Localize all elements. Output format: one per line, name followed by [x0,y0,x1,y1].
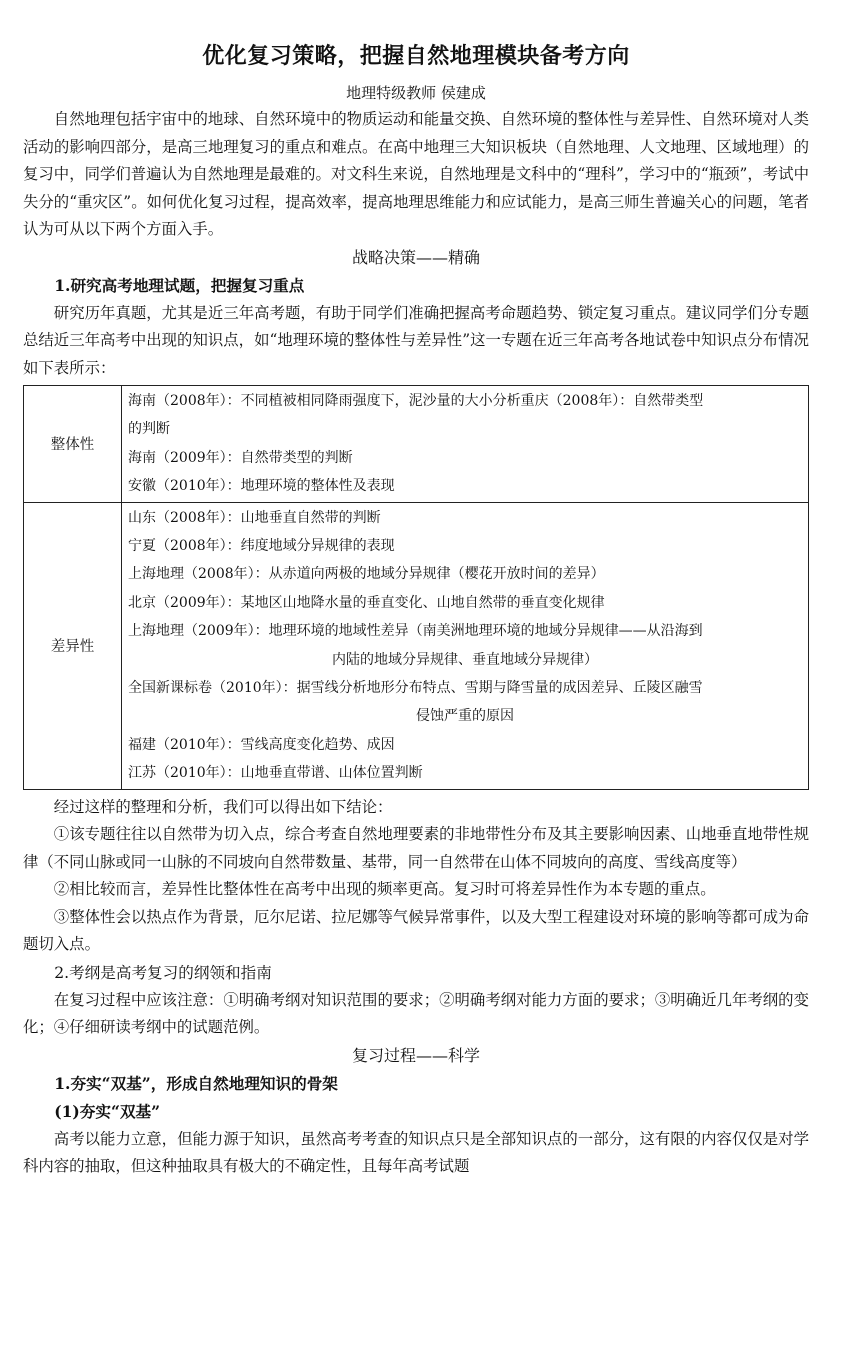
research-paragraph: 研究历年真题，尤其是近三年高考题，有助于同学们准确把握高考命题趋势、锁定复习重点。建议同学们分专题总结近三年高考中出现的知识点，如“地理环境的整体性与差异性”这一专题在近三年高考各地试卷中知识点分布情况如下表所示： [23,303,809,377]
table-item-text: 全国新课标卷（2010年）：据雪线分析地形分布特点、雪期与降雪量的成因差异、丘陵区融雪 [128,680,703,697]
section-heading-review-process: 复习过程——科学 [351,1045,480,1065]
table-item: 安徽（2010年）：地理环境的整体性及表现 [128,478,395,495]
table-item: 江苏（2010年）：山地垂直带谱、山体位置判断 [128,765,423,782]
section-heading-strategy: 战略决策——精确 [351,247,480,267]
conclusion-intro: 经过这样的整理和分析，我们可以得出如下结论： [53,797,393,816]
table-category-cell: 整体性 [24,386,122,503]
table-item: 福建（2010年）：雪线高度变化趋势、成因 [128,736,395,753]
table-item-continuation: 侵蚀严重的原因 [416,708,514,725]
knowledge-distribution-table [23,385,809,790]
syllabus-paragraph: 在复习过程中应该注意：①明确考纲对知识范围的要求；②明确考纲对能力方面的要求；③明确近几年考纲的变化；④仔细研读考纲中的试题范例。 [23,990,809,1037]
table-category-cell: 差异性 [24,502,122,789]
table-item: 上海地理（2008年）：从赤道向两极的地域分异规律（樱花开放时间的差异） [128,566,605,583]
table-item: 海南（2009年）：自然带类型的判断 [128,449,353,466]
table-item: 山东（2008年）：山地垂直自然带的判断 [128,509,381,526]
ability-paragraph: 高考以能力立意，但能力源于知识，虽然高考考查的知识点只是全部知识点的一部分，这有限的内容仅仅是对学科内容的抽取，但这种抽取具有极大的不确定性，且每年高考试题 [23,1129,809,1176]
table-items-cell [122,502,809,789]
table-row [24,502,809,789]
conclusion-item-2: ②相比较而言，差异性比整体性在高考中出现的频率更高。复习时可将差异性作为本专题的重点。 [53,880,716,899]
subheading-consolidate: (1)夯实“双基” [54,1101,161,1121]
table-items-cell [122,386,809,503]
table-item [128,617,802,674]
table-item: 宁夏（2008年）：纬度地域分异规律的表现 [128,538,395,555]
intro-paragraph: 自然地理包括宇宙中的地球、自然环境中的物质运动和能量交换、自然环境的整体性与差异性、自然环境对人类活动的影响四部分，是高三地理复习的重点和难点。在高中地理三大知识板块（自然地理、人文地理、区域地理）的复习中，同学们普遍认为自然地理是最难的。对文科生来说，自然地理是文科中的“理科”，学习中的“瓶颈”，考试中失分的“重灾区”。如何优化复习过程，提高效率，提高地理思维能力和应试能力，是高三师生普遍关心的问题，笔者认为可从以下两个方面入手。 [23,110,809,238]
document-page [23,40,809,1181]
author-line: 地理特级教师 侯建成 [346,84,486,102]
subheading-double-basics: 1.夯实“双基”，形成自然地理知识的骨架 [54,1073,338,1093]
conclusion-item-3: ③整体性会以热点作为背景，厄尔尼诺、拉尼娜等气候异常事件，以及大型工程建设对环境的影响等都可成为命题切入点。 [23,907,809,954]
table-item [128,674,802,731]
table-item-text: 海南（2008年）：不同植被相同降雨强度下，泥沙量的大小分析重庆（2008年）：自然带类型 [128,393,704,409]
subheading-syllabus: 2.考纲是高考复习的纲领和指南 [54,963,272,982]
table-item-continuation: 的判断 [128,421,170,438]
table-row [24,386,809,503]
article-title: 优化复习策略，把握自然地理模块备考方向 [202,44,630,69]
table-item: 北京（2009年）：某地区山地降水量的垂直变化、山地自然带的垂直变化规律 [128,594,605,611]
table-item-continuation: 内陆的地域分异规律、垂直地域分异规律） [332,651,598,668]
conclusion-item-1: ①该专题往往以自然带为切入点，综合考查自然地理要素的非地带性分布及其主要影响因素、山地垂直地带性规律（不同山脉或同一山脉的不同坡向自然带数量、基带，同一自然带在山体不同坡向的高度、雪线高度等） [23,825,809,871]
table-item [128,387,802,444]
subheading-research-exam: 1.研究高考地理试题，把握复习重点 [54,275,305,295]
table-item-text: 上海地理（2009年）：地理环境的地域性差异（南美洲地理环境的地域分异规律——从沿海到 [128,623,703,640]
